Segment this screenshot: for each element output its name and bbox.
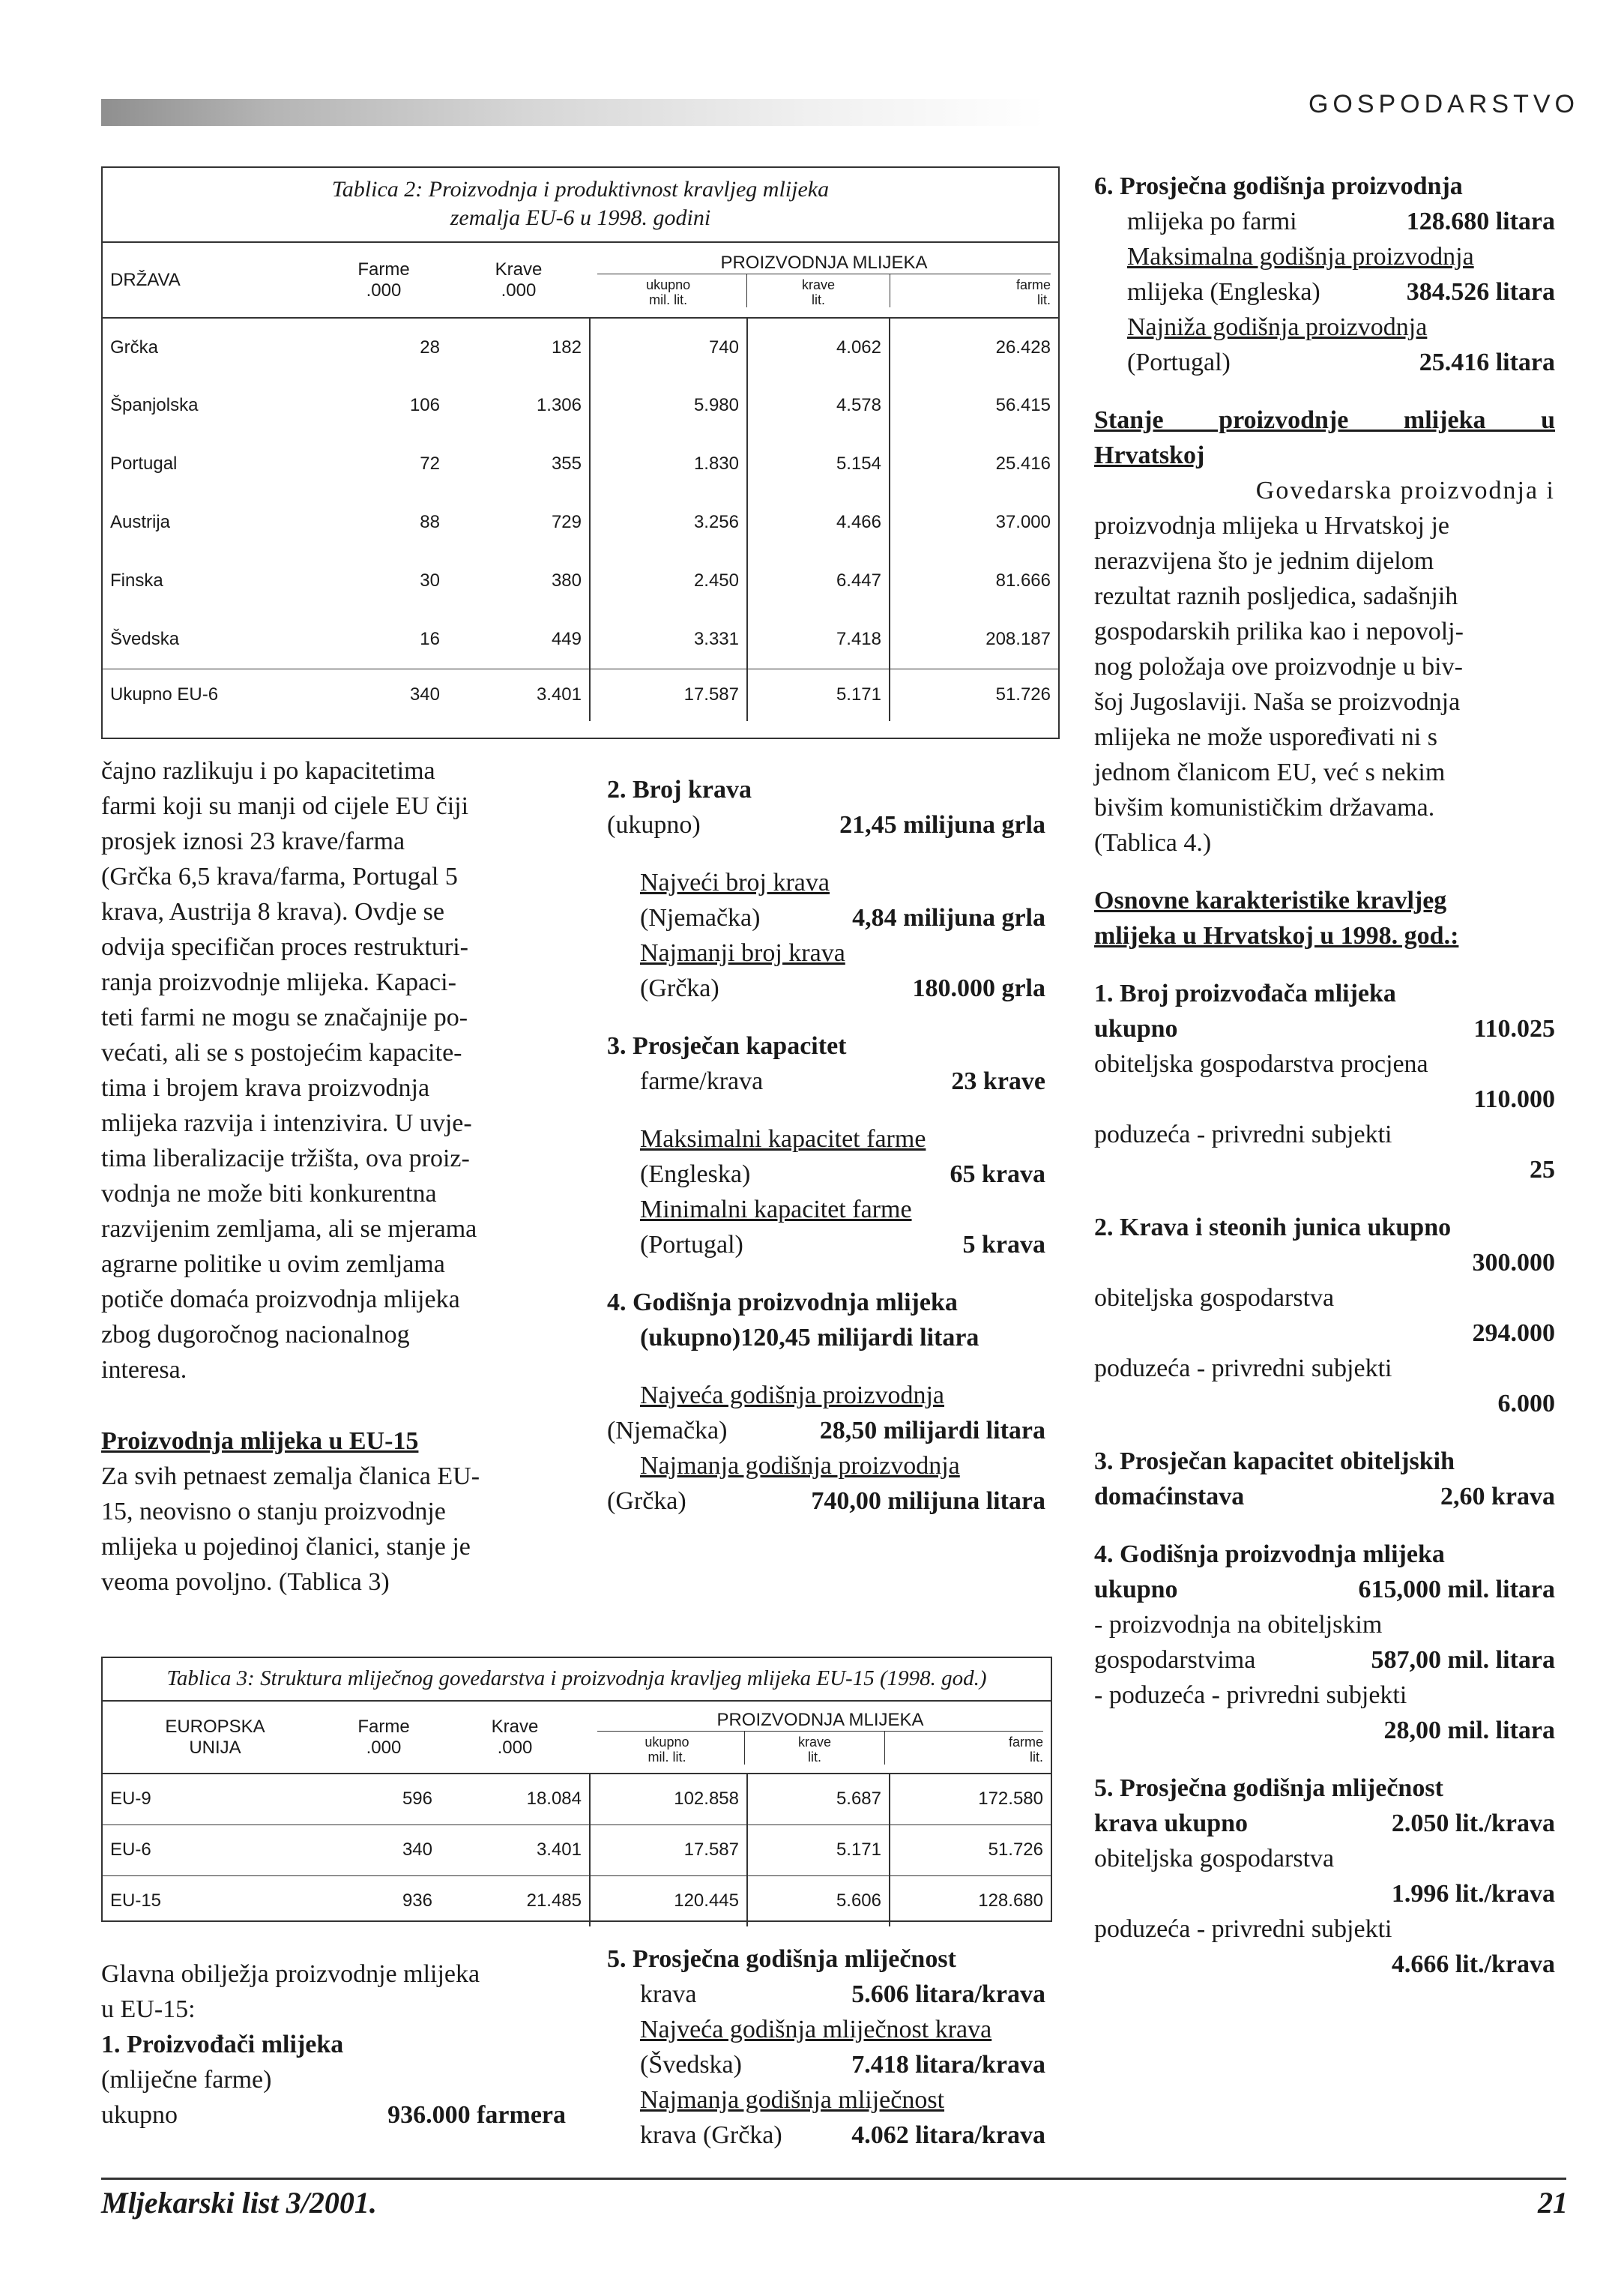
section-heading-croatia: Stanje proizvodnje mlijeka u [1094, 406, 1555, 434]
page-number: 21 [1538, 2186, 1568, 2220]
table-row: Finska 30 380 2.450 6.447 81.666 [103, 552, 1058, 610]
footer-rule [101, 2178, 1566, 2180]
header-cows: Krave .000 [495, 259, 543, 301]
column-2-bottom: 5. Prosječna godišnja mliječnost krava 5.606 litara/krava Najveća godišnja mliječnost krava (Švedska) 7.418 litara/krava Najmanja godišnja mliječnost krava (Grčka) 4.062 litara/krava [607, 1945, 1045, 2149]
header-production: PROIZVODNJA MLIJEKA ukupno mil. lit. krave lit. farme lit. [590, 243, 1058, 318]
section-heading-eu15: Proizvodnja mlijeka u EU-15 [101, 1427, 419, 1455]
header-union: EUROPSKA UNIJA [165, 1716, 265, 1758]
table-row: EU-6 340 3.401 17.587 5.171 51.726 [103, 1825, 1051, 1875]
header-gradient-bar [101, 99, 1045, 126]
table-row: EU-9 596 18.084 102.858 5.687 172.580 [103, 1774, 1051, 1825]
table-3-caption: Tablica 3: Struktura mliječnog govedarstva i proizvodnja kravljeg mlijeka EU-15 (1998. god.) [103, 1658, 1051, 1702]
journal-name: Mljekarski list 3/2001. [101, 2186, 377, 2220]
column-1-text: čajno razlikuju i po kapacitetima farmi koji su manji od cijele EU čiji prosjek iznosi 23 krave/farma (Grčka 6,5 krava/farma, Portugal 5 krava, Austrija 8 krava). Ovdje se odvija specifičan proces restrukturi- ranja proizvodnje mlijeka. Kapaci- teti farmi ne mogu se značajnije po- većati, ali se s postojećim kapacite- tima i brojem krava proizvodnja mlijeka razvija i intenzivira. U uvje- tima liberalizacije tržišta, ova proiz- vodnja ne može biti konkurentna razvijenim zemljama, ali se mjerama agrarne politike u ovim zemljama potiče domaća proizvodnja mlijeka zbog dugoročnog nacionalnog interesa. Proizvodnja mlijeka u EU-15 Za svih petnaest zemalja članica EU- 15, neovisno o stanju proizvodnje mlijeka u pojedinoj članici, stanje je veoma povoljno. (Tablica 3) [101, 753, 572, 1600]
table-2-grid [103, 243, 1058, 721]
table-3 [101, 1657, 1052, 1922]
header-farms: Farme .000 [357, 1716, 410, 1758]
table-2-caption: Tablica 2: Proizvodnja i produktivnost kravljeg mlijeka zemalja EU-6 u 1998. godini [103, 168, 1058, 243]
table-row-total: Ukupno EU-6 340 3.401 17.587 5.171 51.726 [103, 669, 1058, 721]
table-row: Austrija 88 729 3.256 4.466 37.000 [103, 493, 1058, 552]
column-3-text: 6. Prosječna godišnja proizvodnja mlijeka po farmi 128.680 litara Maksimalna godišnja proizvodnja mlijeka (Engleska) 384.526 litara Najniža godišnja proizvodnja (Portugal) 25.416 litara Stanje proizvodnje mlijeka u Hrvatskoj Govedarska proizvodnja i proizvodnja mlijeka u Hrvatskoj je nerazvijena što je jednim dijelom rezultat raznih posljedica, sadašnjih gospodarskih prilika kao i nepovolj- nog položaja ove proizvodnje u biv- šoj Jugoslaviji. Naša se proizvodnja mlijeka ne može uspoređivati ni s jednom članicom EU, već s nekim bivšim komunističkim državama. (Tablica 4.) Osnovne karakteristike kravljeg mlijeka u Hrvatskoj u 1998. god.: 1. Broj proizvođača mlijeka ukupno 110.025 obiteljska gospodarstva procjena 110.000 poduzeća - privredni subjekti 25 2. Krava i steonih junica ukupno 300.000 obiteljska gospodarstva 294.000 poduzeća - privredni subjekti 6.000 3. Prosječan kapacitet obiteljskih domaćinstava 2,60 krava 4. Godišnja proizvodnja mlijeka ukupno 615,000 mil. litara - proizvodnja na obiteljskim gospodarstvima 587,00 mil. litara - poduzeća - privredni subjekti 28,00 mil. litara 5. Prosječna godišnja mliječnost krava ukupno 2.050 lit./krava obiteljska gospodarstva 1.996 lit./krava poduzeća - privredni subjekti 4.666 lit./krava [1094, 172, 1555, 1978]
table-2 [101, 166, 1060, 739]
column-1-bottom: Glavna obilježja proizvodnje mlijeka u EU-15: 1. Proizvođači mlijeka (mliječne farme) ukupno 936.000 farmera [101, 1960, 566, 2129]
column-2-text: 2. Broj krava (ukupno) 21,45 milijuna grla Najveći broj krava (Njemačka) 4,84 milijuna grla Najmanji broj krava (Grčka) 180.000 grla 3. Prosječan kapacitet farme/krava 23 krave Maksimalni kapacitet farme (Engleska) 65 krava Minimalni kapacitet farme (Portugal) 5 krava 4. Godišnja proizvodnja mlijeka (ukupno)120,45 milijardi litara Najveća godišnja proizvodnja (Njemačka) 28,50 milijardi litara Najmanja godišnja proizvodnja (Grčka) 740,00 milijuna litara [607, 776, 1045, 1515]
header-cows: Krave .000 [491, 1716, 539, 1758]
header-country: DRŽAVA [110, 269, 181, 290]
header-farms: Farme .000 [357, 259, 410, 301]
header-production: PROIZVODNJA MLIJEKA ukupno mil. lit. krave lit. farme lit. [590, 1702, 1051, 1774]
table-row: EU-15 936 21.485 120.445 5.606 128.680 [103, 1875, 1051, 1926]
table-3-grid [103, 1702, 1051, 1926]
table-row: Švedska 16 449 3.331 7.418 208.187 [103, 610, 1058, 669]
table-row: Grčka 28 182 740 4.062 26.428 [103, 318, 1058, 376]
section-title: GOSPODARSTVO [1308, 90, 1579, 118]
table-row: Portugal 72 355 1.830 5.154 25.416 [103, 435, 1058, 493]
table-row: Španjolska 106 1.306 5.980 4.578 56.415 [103, 376, 1058, 435]
section-heading-characteristics: Osnovne karakteristike kravljeg [1094, 887, 1447, 914]
